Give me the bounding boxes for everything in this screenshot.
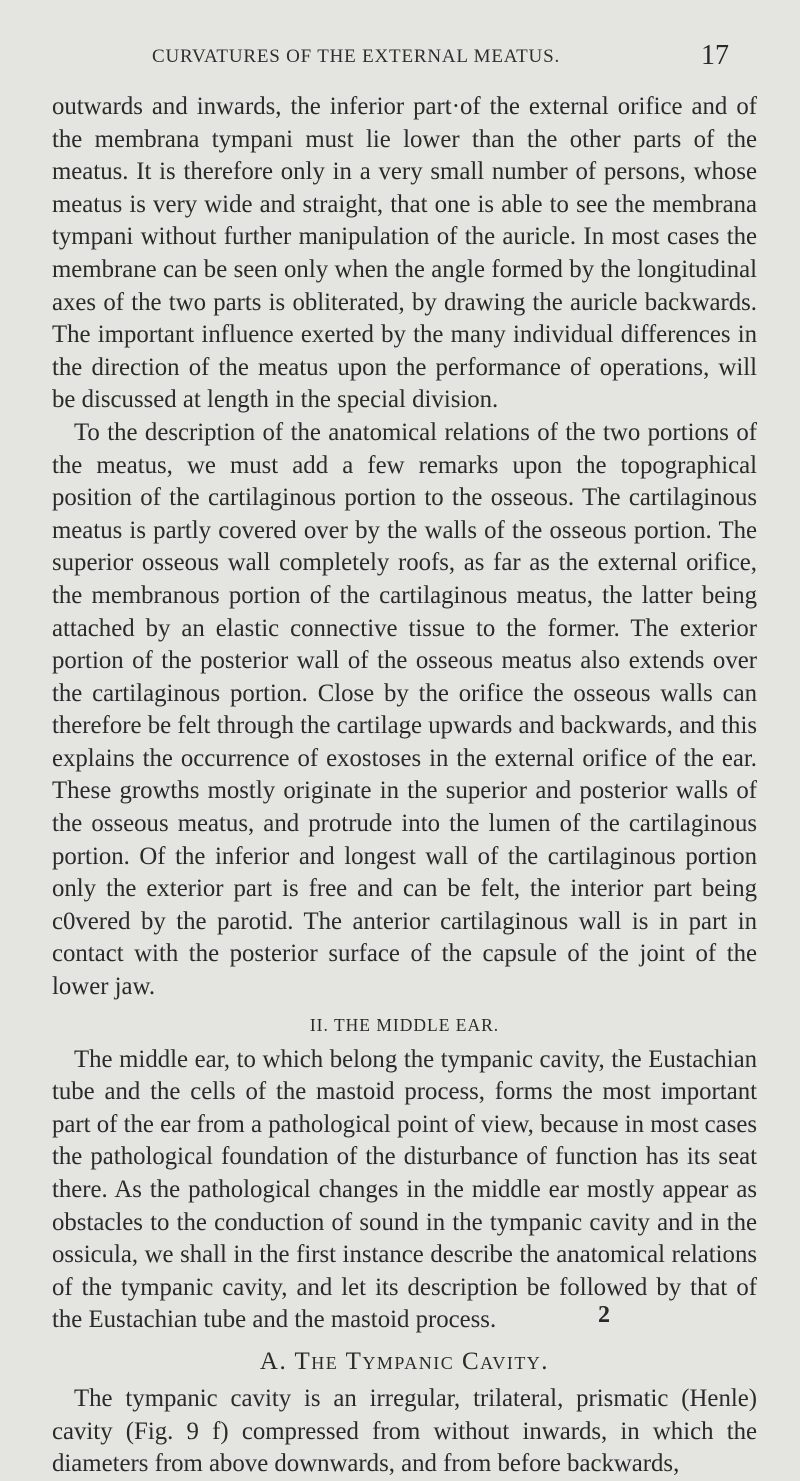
paragraph-3: The middle ear, to which belong the tympanic cavity, the Eustachian tube and the cells of the mastoid process, forms the most important part of the ear from a pathological point of view, because in most cases the pathological foundation of the disturbance of function has its seat there. As the pathological changes in the middle ear mostly appear as obstacles to the conduction of sound in the tympanic cavity and in the ossicula, we shall in the first instance describe the anatomical relations of the tympanic cavity, and let its description be followed by that of the Eustachian tube and the mastoid process. <box>52 1045 757 1334</box>
page-number: 17 <box>701 40 729 71</box>
running-title: CURVATURES OF THE EXTERNAL MEATUS. <box>152 46 560 67</box>
paragraph-1: outwards and inwards, the inferior part·of the external orifice and of the membrana tympani must lie lower than the other parts of the meatus. It is therefore only in a very small number of persons, whose meatus is very wide and straight, that one is able to see the membrana tympani without further manipulation of the auricle. In most cases the membrane can be seen only when the angle formed by the longitudinal axes of the two parts is obliterated, by drawing the auricle backwards. The important influence exerted by the many individual differences in the direction of the meatus upon the performance of operations, will be discussed at length in the special division. <box>52 93 757 414</box>
signature-mark: 2 <box>598 1302 610 1328</box>
running-head <box>0 40 800 86</box>
paragraph-2: To the description of the anatomical relations of the two portions of the meatus, we must add a few remarks upon the topographical position of the cartilaginous portion to the osseous. The cartilaginous meatus is partly covered over by the walls of the osseous portion. The superior osseous wall completely roofs, as far as the external orifice, the membranous portion of the cartilaginous meatus, the latter being attached by an elastic connective tissue to the former. The exterior portion of the posterior wall of the osseous meatus also extends over the cartilaginous portion. Close by the orifice the osseous walls can therefore be felt through the cartilage upwards and backwards, and this explains the occurrence of exostoses in the external orifice of the ear. These growths mostly originate in the superior and posterior walls of the osseous meatus, and protrude into the lumen of the cartilaginous portion. Of the inferior and longest wall of the cartilaginous portion only the exterior part is free and can be felt, the interior part being c0vered by the parotid. The anterior cartilaginous wall is in part in contact with the posterior surface of the capsule of the joint of the lower jaw. <box>52 418 757 1001</box>
paragraph-4: The tympanic cavity is an irregular, trilateral, prismatic (Henle) cavity (Fig. 9 f) compressed from without inwards, in which the diameters from above downwards, and from before backwards, <box>52 1384 757 1478</box>
section-heading-middle-ear: II. THE MIDDLE EAR. <box>309 1014 500 1035</box>
subsection-heading-tympanic-cavity: A. The Tympanic Cavity. <box>259 1347 550 1375</box>
body-text <box>52 91 757 1481</box>
